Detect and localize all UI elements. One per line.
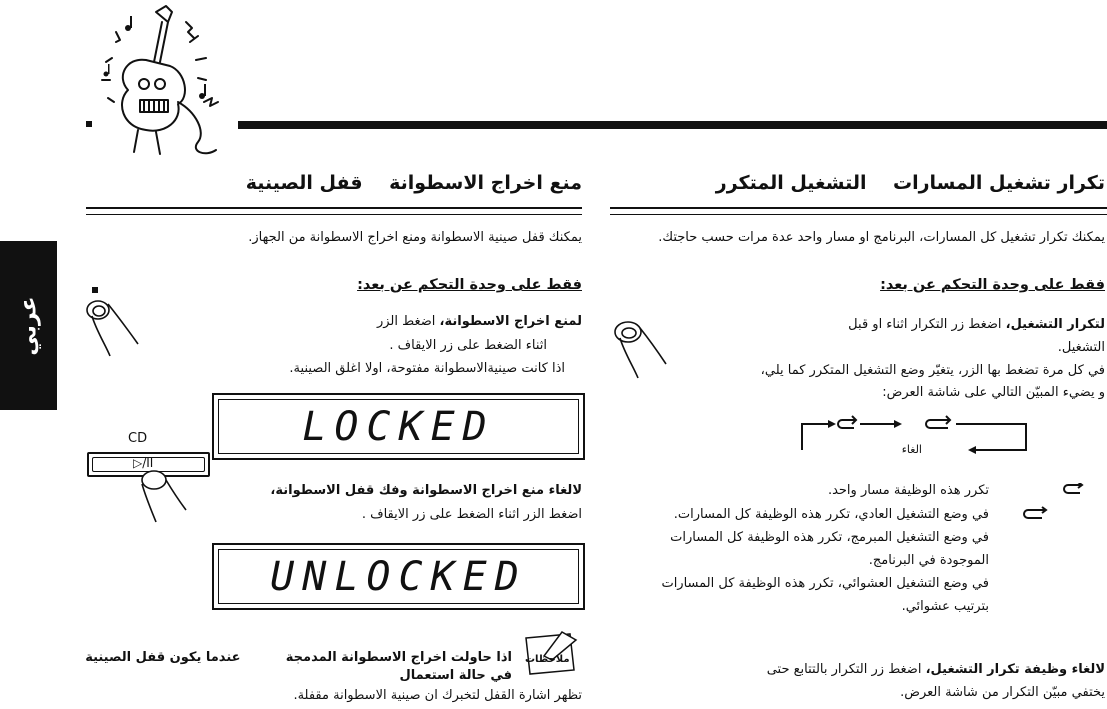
mode2-line1: في وضع التشغيل العادي، تكرر هذه الوظيفة كل المسارات. [673, 507, 989, 522]
cancel-instruction: لالغاء وظيفة تكرار التشغيل، اضغط زر التكرار بالتتابع حتى [766, 662, 1105, 677]
mode2-line4: في وضع التشغيل العشوائي، تكرر هذه الوظيفة كل المسارات [661, 576, 989, 591]
repeat-instruction: لتكرار التشغيل، اضغط زر التكرار اثناء او قبل [848, 317, 1105, 332]
right-intro: يمكنك تكرار تشغيل كل المسارات، البرنامج او مسار واحد عدة مرات حسب حاجتك. [658, 230, 1105, 245]
left-remote-only: فقط على وحدة التحكم عن بعد: [357, 277, 582, 293]
diagram-cancel-label: الغاء [901, 443, 922, 456]
top-rule [238, 121, 1107, 129]
lcd-unlocked-text: UNLOCKED [270, 553, 527, 600]
notes-icon [522, 630, 580, 676]
finger-press-icon [84, 296, 144, 360]
note-line1: اذا حاولت اخراج الاسطوانة المدمجة عندما يكون قفل الصينية [85, 650, 512, 665]
mode1-line: تكرر هذه الوظيفة مسار واحد. [827, 483, 989, 498]
play-pause-icon: ▷/II [133, 456, 154, 470]
repeat-line4: و يضيء المبيّن التالي على شاشة العرض: [882, 385, 1105, 400]
right-heading: تكرار تشغيل المسارات التشغيل المتكرر [715, 172, 1105, 194]
repeat-all-icon [926, 416, 950, 428]
repeat-line3: في كل مرة تضغط بها الزر، يتغيّر وضع التشغيل المتكرر كما يلي، [760, 363, 1105, 378]
unlock-heading: لالغاء منع اخراج الاسطوانة وفك قفل الاسطوانة، [270, 483, 582, 498]
cancel-line2: يختفي مبيّن التكرار من شاشة العرض. [900, 685, 1105, 700]
guitar-illustration [86, 2, 246, 162]
notes-icon-label: ملاحظات [525, 654, 570, 665]
remote-button-bullet [92, 287, 98, 293]
lock-line2: اثناء الضغط على زر الايقاف . [389, 338, 547, 353]
finger-press-repeat-icon [612, 318, 672, 382]
repeat-line2: التشغيل. [1057, 340, 1105, 355]
repeat-one-mode-icon [1062, 483, 1086, 497]
language-tab [0, 241, 57, 410]
mode2-line2: في وضع التشغيل المبرمج، تكرر هذه الوظيفة كل المسارات [670, 530, 989, 545]
lcd-unlocked [212, 543, 585, 610]
finger-press-cd-icon [130, 466, 190, 526]
left-intro: يمكنك قفل صينية الاسطوانة ومنع اخراج الاسطوانة من الجهاز. [248, 230, 582, 245]
note-line3: تظهر اشارة القفل لتخبرك ان صينية الاسطوانة مقفلة. [293, 688, 582, 703]
mode2-line3: الموجودة في البرنامج. [868, 553, 989, 568]
right-remote-only: فقط على وحدة التحكم عن بعد: [880, 277, 1105, 293]
repeat-all-mode-icon [1020, 506, 1050, 522]
mode2-line5: بترتيب عشوائي. [901, 599, 989, 614]
lock-instruction: لمنع اخراج الاسطوانة، اضغط الزر [376, 314, 582, 329]
right-heading-rule [610, 207, 1107, 215]
left-heading-rule [86, 207, 582, 215]
bullet-square [86, 121, 92, 127]
unlock-text: اضغط الزر اثناء الضغط على زر الايقاف . [361, 507, 582, 522]
language-tab-label: عربي [16, 295, 41, 356]
left-heading: منع اخراج الاسطوانة قفل الصينية [245, 172, 582, 194]
repeat-one-icon [838, 416, 856, 428]
cd-label: CD [128, 431, 148, 446]
lcd-locked [212, 393, 585, 460]
lock-line3: اذا كانت صينيةالاسطوانة مفتوحة، اولا اغلق الصينية. [289, 361, 565, 376]
lcd-locked-text: LOCKED [302, 403, 495, 450]
note-line2: في حالة استعمال [399, 668, 512, 683]
